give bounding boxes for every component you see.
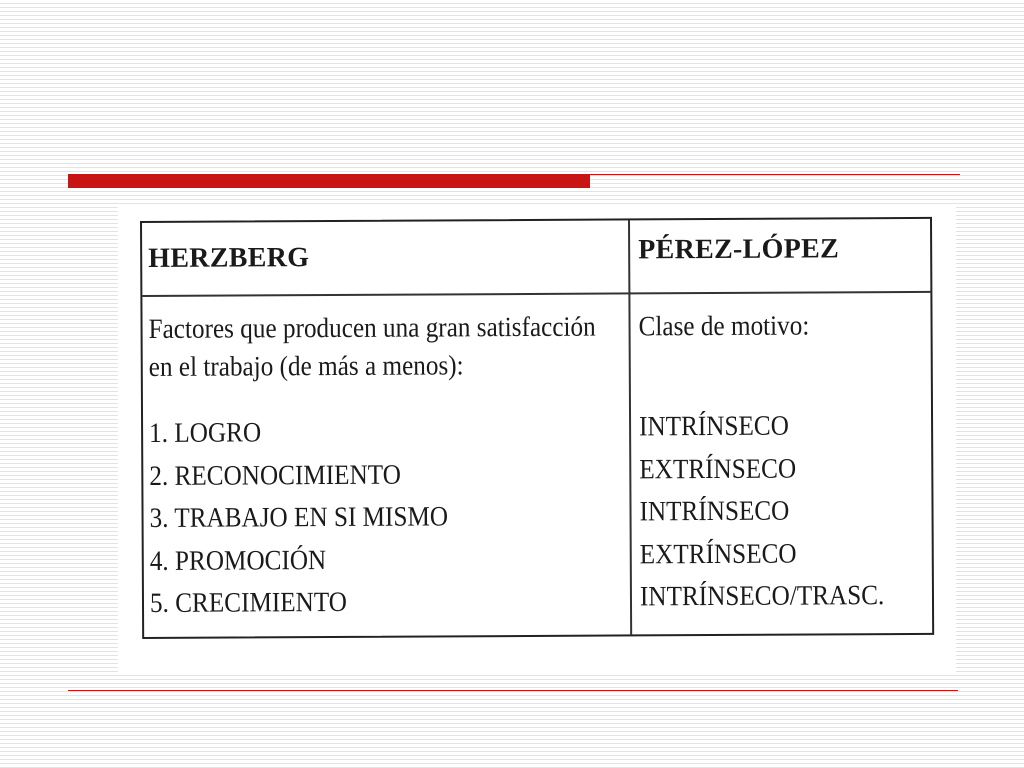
accent-line-bottom bbox=[68, 690, 958, 691]
motive-item: EXTRÍNSECO bbox=[639, 538, 797, 570]
motive-item: INTRÍNSECO bbox=[639, 495, 790, 528]
motive-item: INTRÍNSECO bbox=[639, 410, 789, 443]
motive-class-label: Clase de motivo: bbox=[638, 310, 810, 343]
factor-item: 5. CRECIMIENTO bbox=[149, 586, 348, 619]
comparison-table bbox=[140, 217, 934, 639]
header-herzberg: HERZBERG bbox=[148, 242, 310, 274]
herzberg-intro bbox=[148, 309, 596, 387]
factor-item: 1. LOGRO bbox=[149, 417, 262, 449]
column-divider bbox=[628, 220, 632, 634]
factor-item: 3. TRABAJO EN SI MISMO bbox=[149, 501, 449, 534]
factor-item: 2. RECONOCIMIENTO bbox=[149, 459, 401, 492]
accent-line-top bbox=[590, 174, 960, 175]
factor-item: 4. PROMOCIÓN bbox=[149, 544, 327, 577]
herzberg-factor-list bbox=[149, 411, 449, 625]
intro-line: Factores que producen una gran satisfacción bbox=[148, 311, 596, 345]
scanned-table-image bbox=[118, 207, 956, 673]
intro-line: en el trabajo (de más a menos): bbox=[148, 350, 464, 383]
header-divider bbox=[142, 291, 930, 297]
motive-class-list bbox=[639, 405, 884, 619]
motive-item: INTRÍNSECO/TRASC. bbox=[639, 580, 885, 613]
header-perez-lopez: PÉREZ-LÓPEZ bbox=[638, 233, 840, 266]
motive-item: EXTRÍNSECO bbox=[639, 453, 797, 485]
accent-bar-thick bbox=[68, 174, 590, 188]
